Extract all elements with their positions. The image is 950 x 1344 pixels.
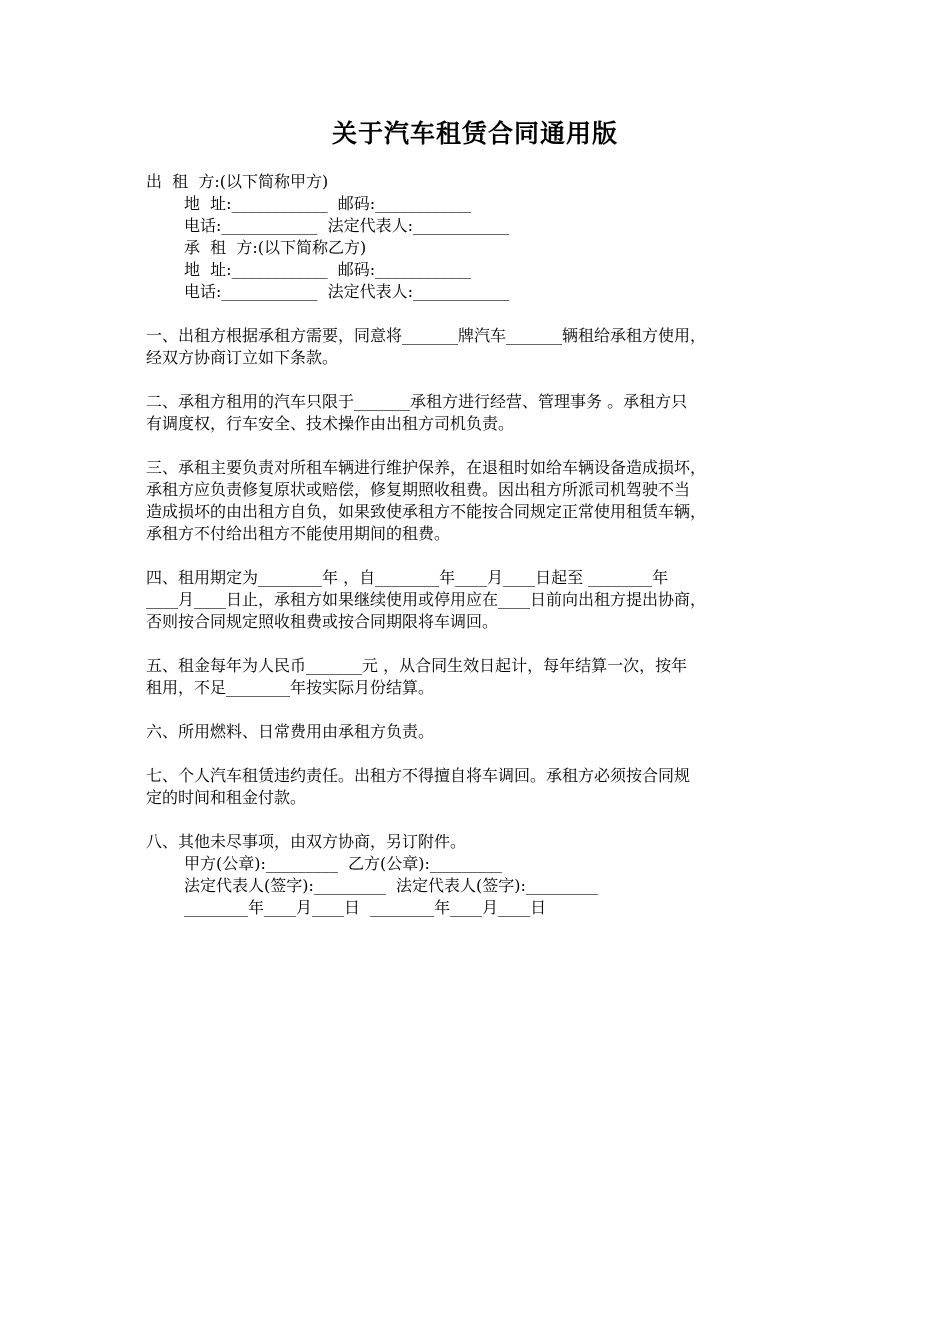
- clause-1-line: 一、出租方根据承租方需要，同意将_______牌汽车_______辆租给承租方使用，: [146, 326, 707, 345]
- seal-line: 甲方(公章):_________ 乙方(公章):_________: [184, 854, 502, 873]
- clause-8: [146, 831, 816, 853]
- lessee-heading: 承 租 方:(以下简称乙方): [184, 238, 367, 257]
- clause-2: [146, 391, 816, 435]
- clause-4-line: ____月____日止，承租方如果继续使用或停用应在____日前向出租方提出协商，: [146, 590, 707, 609]
- clause-6-line: 六、所用燃料、日常费用由承租方负责。: [146, 722, 435, 741]
- contract-body: [146, 171, 816, 919]
- clause-4-line: 否则按合同规定照收租费或按合同期限将车调回。: [146, 612, 499, 631]
- clause-3: [146, 457, 816, 545]
- clause-4: [146, 567, 816, 633]
- representative-signature-line: 法定代表人(签字):_________ 法定代表人(签字):_________: [184, 876, 598, 895]
- clause-2-line: 有调度权，行车安全、技术操作由出租方司机负责。: [146, 414, 515, 433]
- clause-1-line: 经双方协商订立如下条款。: [146, 348, 339, 367]
- clause-7-line: 七、个人汽车租赁违约责任。出租方不得擅自将车调回。承租方必须按合同规: [146, 766, 691, 785]
- lessee-phone-line: 电话:____________ 法定代表人:____________: [184, 282, 509, 301]
- clause-5: [146, 655, 816, 699]
- date-line: ________年____月____日 ________年____月____日: [184, 898, 547, 917]
- clause-4-line: 四、租用期定为________年 ，自________年____月____日起至 ________年: [146, 568, 669, 587]
- lessor-address-line: 地 址:____________ 邮码:____________: [184, 194, 472, 213]
- clause-5-line: 五、租金每年为人民币_______元 ，从合同生效日起计，每年结算一次，按年: [146, 656, 688, 675]
- lessor-heading: 出 租 方:(以下简称甲方): [146, 172, 329, 191]
- clause-2-line: 二、承租方租用的汽车只限于_______承租方进行经营、管理事务 。承租方只: [146, 392, 688, 411]
- clause-7: [146, 765, 816, 809]
- lessee-address-line: 地 址:____________ 邮码:____________: [184, 260, 472, 279]
- clause-6: [146, 721, 816, 743]
- signature-block: [146, 853, 816, 919]
- clause-8-line: 八、其他未尽事项，由双方协商，另订附件。: [146, 832, 467, 851]
- clause-3-line: 造成损坏的由出租方自负，如果致使承租方不能按合同规定正常使用租赁车辆，: [146, 502, 707, 521]
- document-title: 关于汽车租赁合同通用版: [331, 119, 618, 148]
- clause-1: [146, 325, 816, 369]
- clause-3-line: 三、承租主要负责对所租车辆进行维护保养，在退租时如给车辆设备造成损坏，: [146, 458, 707, 477]
- clause-3-line: 承租方应负责修复原状或赔偿，修复期照收租费。因出租方所派司机驾驶不当: [146, 480, 691, 499]
- clause-3-line: 承租方不付给出租方不能使用期间的租费。: [146, 524, 451, 543]
- clause-5-line: 租用，不足________年按实际月份结算。: [146, 678, 435, 697]
- lessor-phone-line: 电话:____________ 法定代表人:____________: [184, 216, 509, 235]
- clause-7-line: 定的时间和租金付款。: [146, 788, 307, 807]
